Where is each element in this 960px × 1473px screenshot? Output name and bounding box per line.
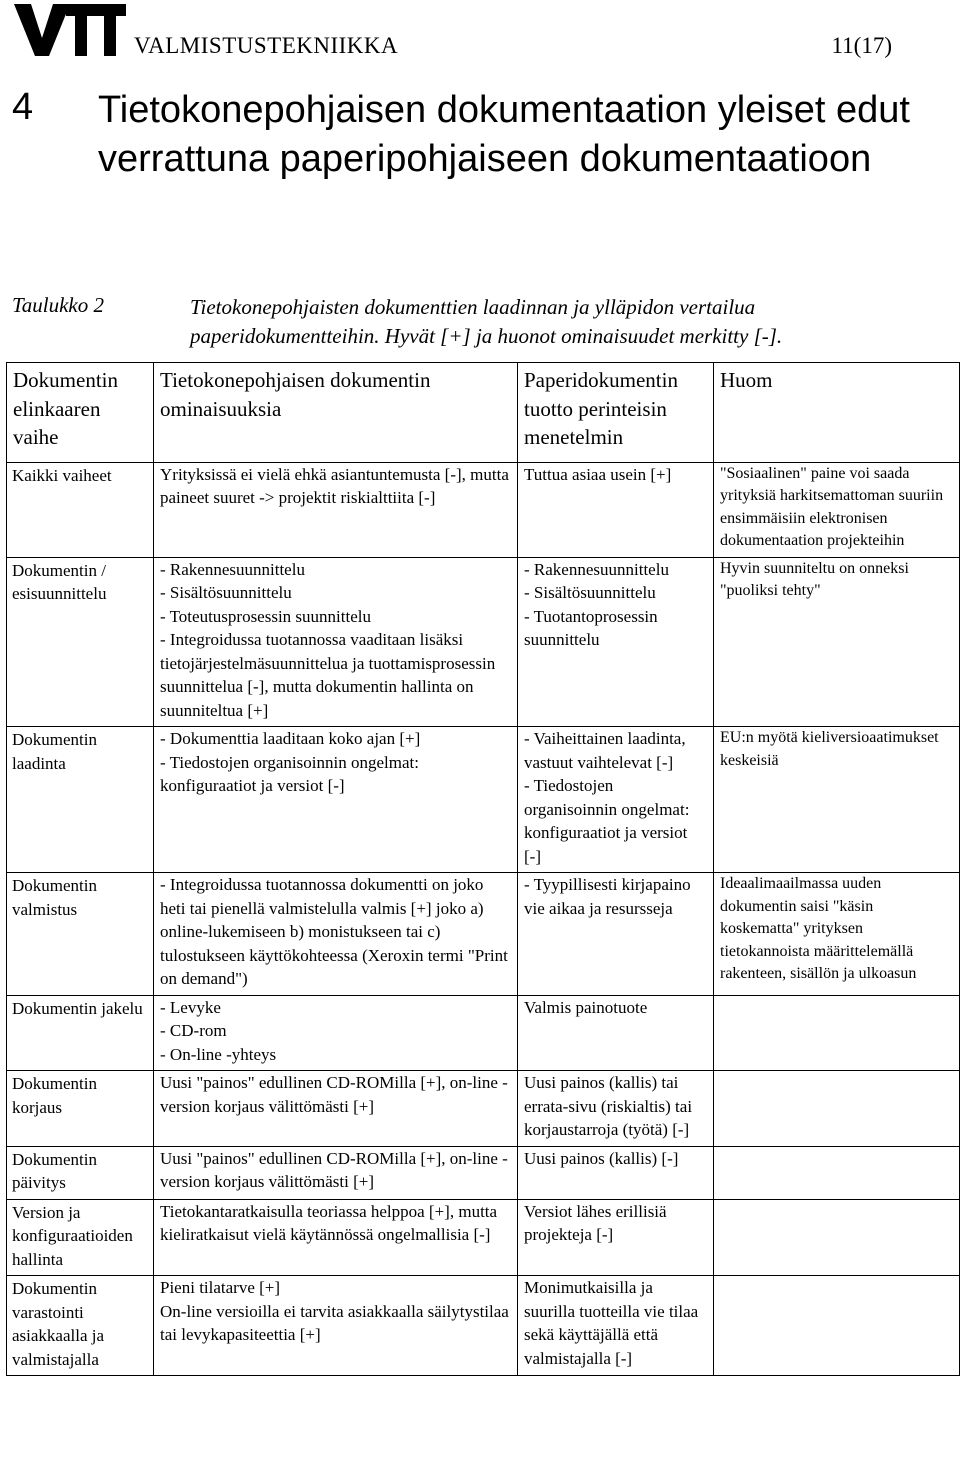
cell-paper: - Rakennesuunnittelu - Sisältösuunnittelu - Tuotantoprosessin suunnittelu [518, 557, 714, 727]
cell-computer: Tietokantaratkaisulla teoriassa helppoa [+], mutta kieliratkaisut vielä käytännössä ongelmallisia [-] [154, 1199, 518, 1276]
cell-paper: Valmis painotuote [518, 995, 714, 1071]
cell-computer: Pieni tilatarve [+] On-line versioilla ei tarvita asiakkaalla säilytystilaa tai levykapasiteettia [+] [154, 1276, 518, 1376]
cell-note: EU:n myötä kieliversioaatimukset keskeisiä [714, 727, 960, 873]
header-paper: Paperidokumentin tuotto perinteisin menetelmin [518, 363, 714, 463]
table-row [7, 1146, 960, 1199]
table-row [7, 1199, 960, 1276]
comparison-table [6, 362, 960, 1376]
cell-computer: - Levyke - CD-rom - On-line -yhteys [154, 995, 518, 1071]
cell-phase: Dokumentin jakelu [7, 995, 154, 1071]
cell-phase: Dokumentin korjaus [7, 1071, 154, 1147]
table-row [7, 873, 960, 996]
cell-paper: Monimutkaisilla ja suurilla tuotteilla vie tilaa sekä käyttäjällä että valmistajalla [-] [518, 1276, 714, 1376]
table-row [7, 727, 960, 873]
department-name: VALMISTUSTEKNIIKKA [134, 33, 399, 58]
page-number: 11(17) [831, 33, 892, 58]
cell-phase: Dokumentin laadinta [7, 727, 154, 873]
cell-note: "Sosiaalinen" paine voi saada yrityksiä harkitsemattoman suuriin ensimmäisiin elektronisen dokumentaation projekteihin [714, 462, 960, 557]
cell-paper: Uusi painos (kallis) tai errata-sivu (riskialtis) tai korjaustarroja (työtä) [-] [518, 1071, 714, 1147]
table-row [7, 995, 960, 1071]
cell-computer: - Dokumenttia laaditaan koko ajan [+] - Tiedostojen organisoinnin ongelmat: konfiguraatiot ja versiot [-] [154, 727, 518, 873]
cell-note [714, 995, 960, 1071]
cell-paper: - Tyypillisesti kirjapaino vie aikaa ja resursseja [518, 873, 714, 996]
section-title: Tietokonepohjaisen dokumentaation yleiset edut verrattuna paperipohjaiseen dokumentaatioon [98, 89, 910, 180]
cell-phase: Dokumentin / esisuunnittelu [7, 557, 154, 727]
header-computer: Tietokonepohjaisen dokumentin ominaisuuksia [154, 363, 518, 463]
vtt-logo [14, 2, 126, 58]
table-row [7, 462, 960, 557]
table-caption-text: Tietokonepohjaisten dokumenttien laadinnan ja ylläpidon vertailua paperidokumentteihin. Hyvät [+] ja huonot ominaisuudet merkitty [-]. [190, 295, 783, 348]
table-header-row [7, 363, 960, 463]
cell-computer: Uusi "painos" edullinen CD-ROMilla [+], on-line -version korjaus välittömästi [+] [154, 1071, 518, 1147]
header-phase: Dokumentin elinkaaren vaihe [7, 363, 154, 463]
cell-note [714, 1276, 960, 1376]
cell-computer: - Rakennesuunnittelu - Sisältösuunnittelu - Toteutusprosessin suunnittelu - Integroidussa tuotannossa vaaditaan lisäksi tietojärjestelmäsuunnittelua ja tuottamisprosessin suunnittelua [-], mutta dokumentin hallinta on suunniteltua [+] [154, 557, 518, 727]
cell-paper: Tuttua asiaa usein [+] [518, 462, 714, 557]
table-caption-label: Taulukko 2 [12, 293, 104, 317]
table-row [7, 1071, 960, 1147]
cell-computer: Uusi "painos" edullinen CD-ROMilla [+], on-line -version korjaus välittömästi [+] [154, 1146, 518, 1199]
cell-note: Hyvin suunniteltu on onneksi "puoliksi tehty" [714, 557, 960, 727]
cell-computer: - Integroidussa tuotannossa dokumentti on joko heti tai pienellä valmistelulla valmis [+] joko a) online-lukemiseen b) monistukseen tai c) tulostukseen käyttökohteessa (Xeroxin termi "Print on demand") [154, 873, 518, 996]
cell-note [714, 1199, 960, 1276]
cell-phase: Dokumentin valmistus [7, 873, 154, 996]
header-note: Huom [714, 363, 960, 463]
cell-paper: Versiot lähes erillisiä projekteja [-] [518, 1199, 714, 1276]
cell-phase: Dokumentin varastointi asiakkaalla ja valmistajalla [7, 1276, 154, 1376]
section-number: 4 [12, 86, 34, 128]
table-row [7, 1276, 960, 1376]
cell-computer: Yrityksissä ei vielä ehkä asiantuntemusta [-], mutta paineet suuret -> projektit riskialttiita [-] [154, 462, 518, 557]
cell-phase: Version ja konfiguraatioiden hallinta [7, 1199, 154, 1276]
cell-note [714, 1071, 960, 1147]
cell-paper: Uusi painos (kallis) [-] [518, 1146, 714, 1199]
cell-note [714, 1146, 960, 1199]
cell-phase: Kaikki vaiheet [7, 462, 154, 557]
cell-paper: - Vaiheittainen laadinta, vastuut vaihtelevat [-] - Tiedostojen organisoinnin ongelmat: konfiguraatiot ja versiot [-] [518, 727, 714, 873]
cell-phase: Dokumentin päivitys [7, 1146, 154, 1199]
table-row [7, 557, 960, 727]
cell-note: Ideaalimaailmassa uuden dokumentin saisi "käsin koskematta" yrityksen tietokannoista määrittelemällä rakenteen, sisällön ja ulkoasun [714, 873, 960, 996]
